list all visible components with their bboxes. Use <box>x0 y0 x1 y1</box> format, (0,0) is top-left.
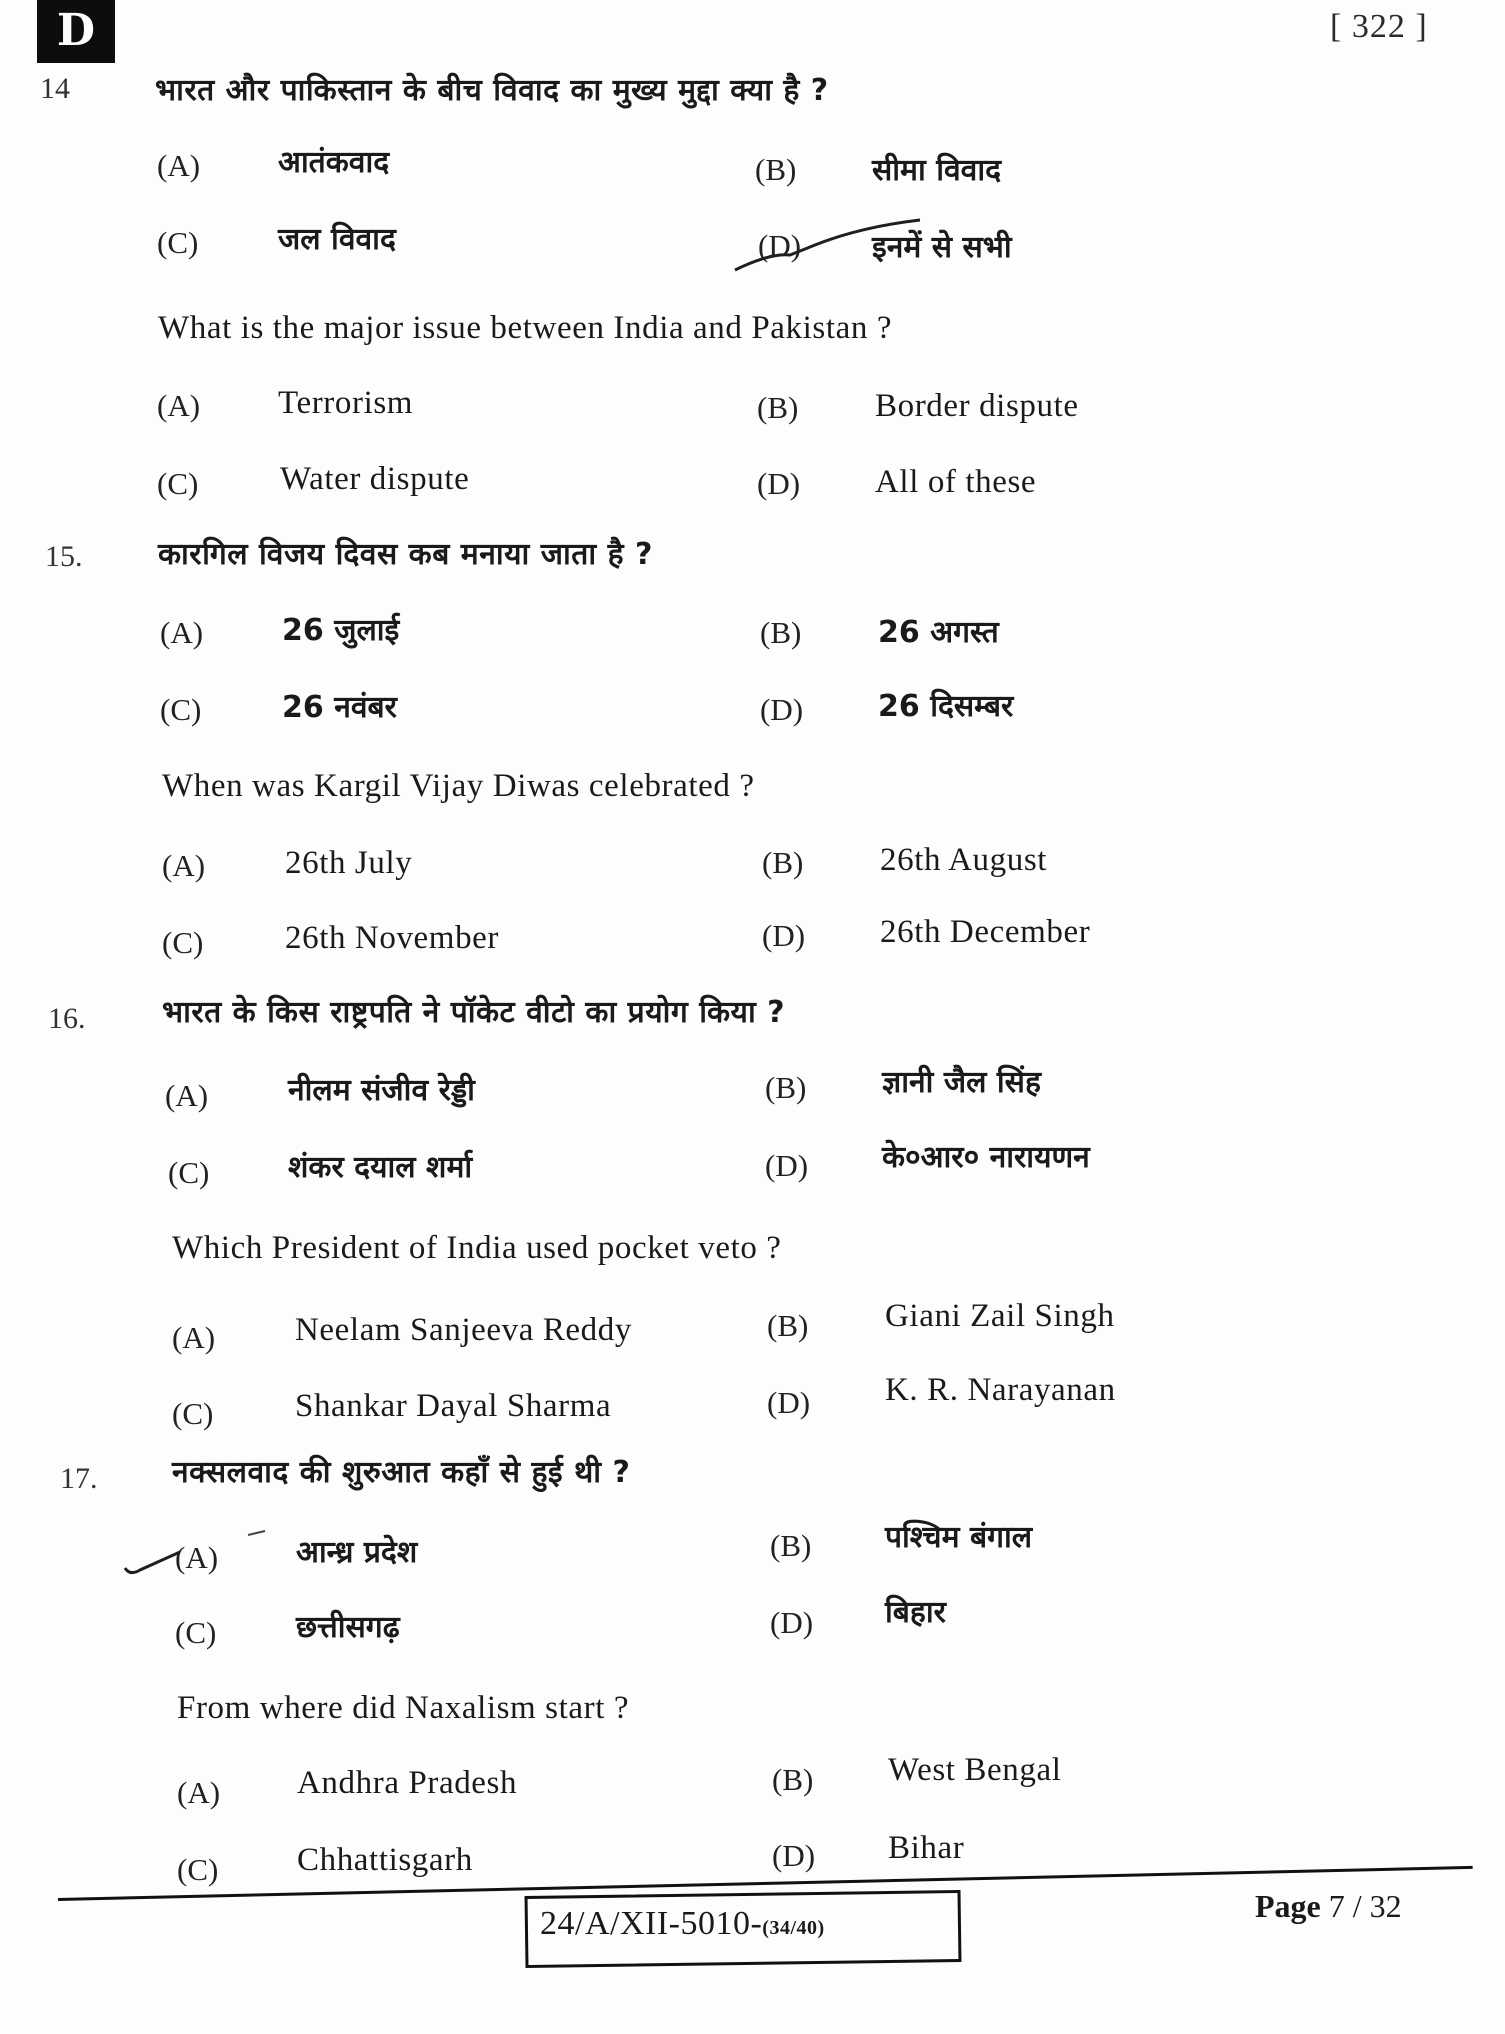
option-label: (B) <box>760 615 802 650</box>
option-label: (B) <box>770 1528 812 1563</box>
option-text-hindi: नीलम संजीव रेड्डी <box>288 1073 475 1108</box>
question-number: 17. <box>60 1462 98 1495</box>
option-text-hindi: ज्ञानी जैल सिंह <box>882 1065 1041 1100</box>
option-label: (D) <box>767 1385 811 1420</box>
option-label: (C) <box>175 1615 217 1650</box>
option-text-hindi: सीमा विवाद <box>872 153 1002 188</box>
question-text-english: When was Kargil Vijay Diwas celebrated ? <box>162 768 755 804</box>
option-text-english: 26th December <box>880 914 1091 950</box>
option-label: (C) <box>160 692 202 727</box>
question-number: 15. <box>45 540 83 573</box>
option-text-hindi: के०आर० नारायणन <box>882 1140 1090 1175</box>
question-number: 14 <box>40 72 70 105</box>
option-label: (D) <box>757 466 801 501</box>
question-text-english: Which President of India used pocket veto ? <box>172 1230 782 1266</box>
option-text-english: 26th July <box>285 845 413 881</box>
option-label: (B) <box>765 1070 807 1105</box>
pen-strike-mark-icon <box>730 215 930 275</box>
option-label: (C) <box>157 466 199 501</box>
page-label: Page <box>1255 1888 1321 1924</box>
question-paper-code: [ 322 ] <box>1330 8 1428 45</box>
option-text-hindi: आन्ध्र प्रदेश <box>296 1535 418 1570</box>
option-text-english: Shankar Dayal Sharma <box>295 1388 612 1424</box>
question-number: 16. <box>48 1002 86 1035</box>
option-text-english: Giani Zail Singh <box>885 1298 1115 1334</box>
option-text-english: Border dispute <box>875 388 1079 424</box>
option-label: (B) <box>762 845 804 880</box>
option-label: (C) <box>177 1852 219 1887</box>
option-label: (A) <box>177 1775 221 1810</box>
page-total: 32 <box>1369 1888 1402 1924</box>
option-label: (C) <box>172 1396 214 1431</box>
option-label: (C) <box>157 225 199 260</box>
option-label: (A) <box>172 1320 216 1355</box>
question-text-english: What is the major issue between India and Pakistan ? <box>158 310 893 346</box>
option-text-english: 26th August <box>880 842 1048 878</box>
option-label: (D) <box>770 1605 814 1640</box>
option-text-hindi: 26 नवंबर <box>282 690 397 725</box>
option-label: (A) <box>175 1540 219 1575</box>
option-label: (D) <box>772 1838 816 1873</box>
pen-tick-mark-icon <box>120 1530 280 1580</box>
option-label: (C) <box>162 925 204 960</box>
question-text-hindi: नक्सलवाद की शुरुआत कहाँ से हुई थी ? <box>172 1455 631 1490</box>
paper-code <box>540 1905 825 1943</box>
paper-code-main: 24/A/XII-5010- <box>540 1905 763 1942</box>
option-text-english: 26th November <box>285 920 500 956</box>
option-text-english: West Bengal <box>888 1752 1062 1788</box>
page-separator: / <box>1352 1888 1362 1924</box>
page-current: 7 <box>1328 1888 1345 1924</box>
option-label: (B) <box>772 1762 814 1797</box>
option-label: (B) <box>767 1308 809 1343</box>
option-text-hindi: आतंकवाद <box>278 145 390 180</box>
option-label: (A) <box>160 615 204 650</box>
option-label: (D) <box>758 228 802 263</box>
paper-code-suffix: (34/40) <box>762 1917 825 1939</box>
option-label: (A) <box>165 1078 209 1113</box>
option-text-english: Andhra Pradesh <box>297 1765 518 1801</box>
option-label: (A) <box>162 848 206 883</box>
option-text-english: All of these <box>875 464 1037 500</box>
option-label: (B) <box>757 390 799 425</box>
option-label: (D) <box>765 1148 809 1183</box>
option-text-hindi: 26 जुलाई <box>282 613 400 648</box>
question-text-hindi: कारगिल विजय दिवस कब मनाया जाता है ? <box>158 537 653 572</box>
option-label: (C) <box>168 1155 210 1190</box>
question-text-english: From where did Naxalism start ? <box>177 1690 630 1726</box>
option-label: (A) <box>157 148 201 183</box>
option-text-english: Neelam Sanjeeva Reddy <box>295 1312 632 1348</box>
option-text-hindi: जल विवाद <box>278 222 396 257</box>
option-text-hindi: छत्तीसगढ़ <box>296 1610 400 1645</box>
option-text-hindi: 26 अगस्त <box>878 615 999 650</box>
question-text-hindi: भारत और पाकिस्तान के बीच विवाद का मुख्य मुद्दा क्या है ? <box>155 73 829 108</box>
option-text-english: Terrorism <box>278 385 414 421</box>
option-text-hindi: 26 दिसम्बर <box>878 689 1014 724</box>
set-code-badge: D <box>37 0 115 63</box>
page-number <box>1255 1888 1402 1925</box>
option-label: (D) <box>760 692 804 727</box>
option-text-hindi: इनमें से सभी <box>872 230 1012 265</box>
option-text-english: Bihar <box>888 1830 965 1866</box>
option-label: (A) <box>157 388 201 423</box>
option-text-hindi: बिहार <box>885 1595 946 1630</box>
option-text-english: K. R. Narayanan <box>885 1372 1116 1408</box>
option-label: (B) <box>755 152 797 187</box>
option-label: (D) <box>762 918 806 953</box>
option-text-english: Chhattisgarh <box>297 1842 473 1878</box>
option-text-hindi: पश्चिम बंगाल <box>885 1520 1033 1555</box>
question-text-hindi: भारत के किस राष्ट्रपति ने पॉकेट वीटो का प्रयोग किया ? <box>162 995 786 1030</box>
option-text-hindi: शंकर दयाल शर्मा <box>288 1150 473 1185</box>
option-text-english: Water dispute <box>280 461 470 497</box>
